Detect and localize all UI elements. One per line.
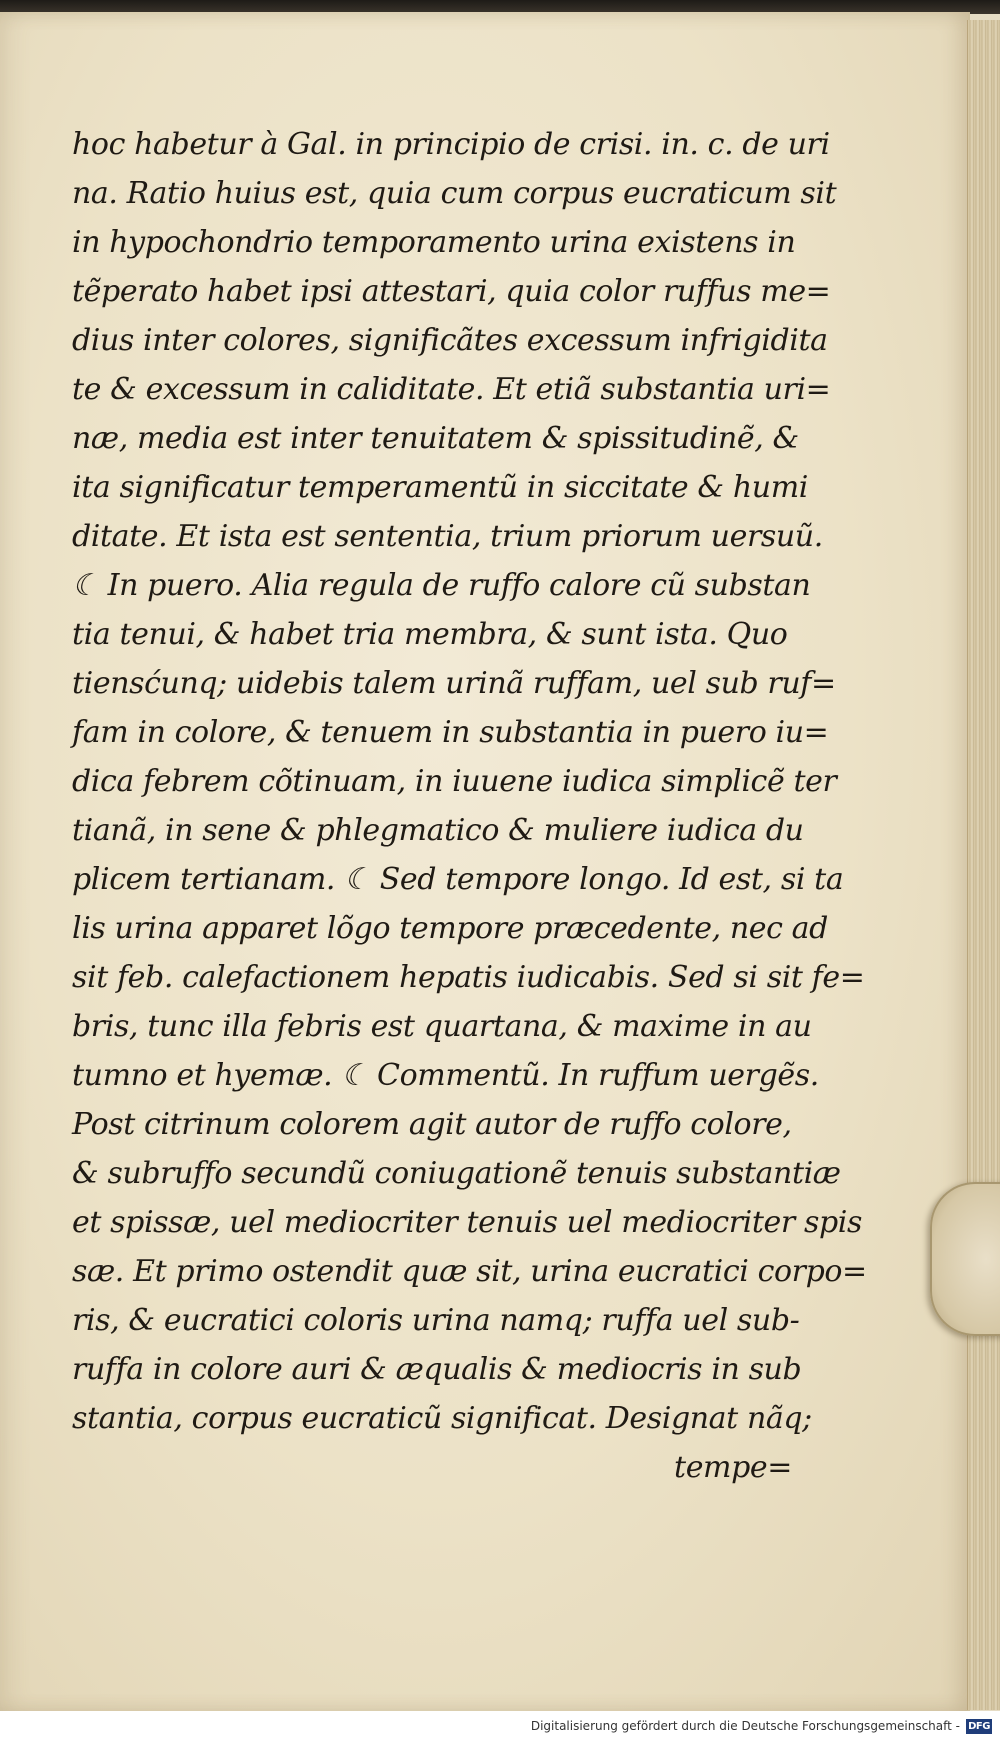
book-page bbox=[0, 12, 970, 1712]
text-line: hoc habetur à Gal. in principio de crisi. in. c. de uri bbox=[72, 127, 830, 162]
text-line: sæ. Et primo ostendit quæ sit, urina eucratici corpo= bbox=[72, 1254, 867, 1289]
text-line: na. Ratio huius est, quia cum corpus eucraticum sit bbox=[72, 176, 837, 211]
text-line: plicem tertianam. ☾ Sed tempore longo. Id est, si ta bbox=[72, 862, 844, 897]
page-text-block bbox=[72, 120, 867, 1492]
text-line: dica febrem cõtinuam, in iuuene iudica simplicẽ ter bbox=[72, 764, 837, 799]
text-line: Post citrinum colorem agit autor de ruffo colore, bbox=[72, 1107, 792, 1142]
text-line: in hypochondrio temporamento urina existens in bbox=[72, 225, 796, 260]
text-line: lis urina apparet lõgo tempore præcedente, nec ad bbox=[72, 911, 828, 946]
book-clasp bbox=[930, 1182, 1000, 1336]
text-line: tianã, in sene & phlegmatico & muliere iudica du bbox=[72, 813, 804, 848]
text-line: & subruffo secundũ coniugationẽ tenuis substantiæ bbox=[72, 1156, 841, 1191]
text-line: ditate. Et ista est sententia, trium priorum uersuũ. bbox=[72, 519, 823, 554]
text-line: ☾ In puero. Alia regula de ruffo calore cũ substan bbox=[72, 568, 811, 603]
text-line: fam in colore, & tenuem in substantia in puero iu= bbox=[72, 715, 829, 750]
text-line: te & excessum in caliditate. Et etiã substantia uri= bbox=[72, 372, 831, 407]
text-line: dius inter colores, significãtes excessum infrigidita bbox=[72, 323, 828, 358]
text-line: bris, tunc illa febris est quartana, & maxime in au bbox=[72, 1009, 812, 1044]
text-line: tia tenui, & habet tria membra, & sunt ista. Quo bbox=[72, 617, 788, 652]
text-line: ruffa in colore auri & æqualis & mediocris in sub bbox=[72, 1352, 802, 1387]
text-line: sit feb. calefactionem hepatis iudicabis. Sed si sit fe= bbox=[72, 960, 865, 995]
text-line: stantia, corpus eucraticũ significat. Designat nãq; bbox=[72, 1401, 812, 1436]
text-line: et spissæ, uel mediocriter tenuis uel mediocriter spis bbox=[72, 1205, 862, 1240]
dfg-logo-icon: DFG bbox=[966, 1719, 992, 1734]
text-line: tumno et hyemæ. ☾ Commentũ. In ruffum uergẽs. bbox=[72, 1058, 819, 1093]
text-line: tẽperato habet ipsi attestari, quia color ruffus me= bbox=[72, 274, 831, 309]
footer-bar bbox=[0, 1711, 1000, 1739]
catchword: tempe= bbox=[674, 1450, 792, 1485]
text-line: ris, & eucratici coloris urina namq; ruffa uel sub- bbox=[72, 1303, 800, 1338]
text-line: tiensćunq; uidebis talem urinã ruffam, uel sub ruf= bbox=[72, 666, 836, 701]
text-line: næ, media est inter tenuitatem & spissitudinẽ, & bbox=[72, 421, 799, 456]
footer-credit: Digitalisierung gefördert durch die Deutsche Forschungsgemeinschaft - bbox=[530, 1719, 960, 1733]
text-line: ita significatur temperamentũ in siccitate & humi bbox=[72, 470, 808, 505]
page-edges bbox=[967, 20, 1000, 1710]
